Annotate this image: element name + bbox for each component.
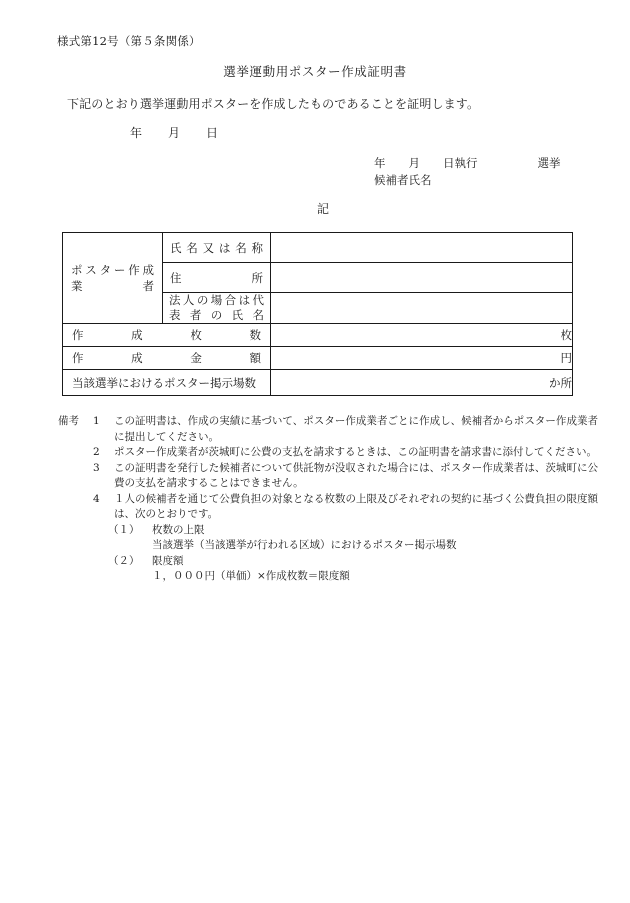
label-poster-board-count-text: 当該選挙におけるポスター掲示場数 bbox=[72, 375, 256, 390]
sublabel-address bbox=[163, 263, 271, 293]
sublabel-representative-line1: 法人の場合は代 bbox=[169, 293, 264, 307]
sublabel-address-text: 住 所 bbox=[170, 270, 263, 285]
notes-label: 備考 bbox=[58, 415, 79, 427]
note-subitem-1 bbox=[90, 523, 598, 539]
date-day-label: 日 bbox=[206, 126, 219, 140]
label-sheet-count-text: 作 成 枚 数 bbox=[72, 328, 261, 342]
election-execution-date-label: 年 月 日執行 bbox=[374, 156, 478, 170]
label-sheet-count bbox=[63, 324, 271, 347]
certificate-date-line bbox=[130, 124, 218, 141]
note-number-2: 2 bbox=[93, 446, 100, 458]
table-row bbox=[63, 233, 573, 263]
maker-header-label-line2: 業 者 bbox=[71, 279, 154, 293]
value-address[interactable] bbox=[271, 263, 573, 293]
maker-header-label-line1: ポスター作成 bbox=[71, 263, 154, 277]
election-label: 選挙 bbox=[537, 156, 561, 170]
date-month-label: 月 bbox=[168, 126, 181, 140]
form-number: 様式第12号（第５条関係） bbox=[57, 34, 201, 48]
note-number-4: 4 bbox=[93, 492, 100, 505]
poster-certificate-table bbox=[62, 232, 573, 396]
note-text-2: ポスター作成業者が茨城町に公費の支払を請求するときは、この証明書を請求書に添付してください。 bbox=[114, 446, 597, 458]
note-subitem-1-number: （１） bbox=[108, 523, 140, 536]
maker-header-label bbox=[63, 262, 162, 294]
table-row bbox=[63, 324, 573, 347]
note-subitem-2-detail: １，０００円（単価）×作成枚数＝限度額 bbox=[152, 570, 350, 582]
maker-header-cell bbox=[63, 233, 163, 324]
note-subitem-2-number: （２） bbox=[108, 554, 140, 567]
sublabel-name-text: 氏名又は名称 bbox=[170, 240, 263, 255]
label-amount-text: 作 成 金 額 bbox=[72, 351, 261, 365]
note-subitem-2 bbox=[90, 554, 598, 570]
label-poster-board-count bbox=[63, 370, 271, 396]
lead-statement: 下記のとおり選挙運動用ポスターを作成したものであることを証明します。 bbox=[67, 97, 480, 111]
candidate-name-label: 候補者氏名 bbox=[374, 173, 432, 187]
date-year-label: 年 bbox=[130, 126, 143, 140]
sublabel-representative-line2: 表者の氏名 bbox=[169, 308, 264, 322]
note-text-3: この証明書を発行した候補者について供託物が没収された場合には、ポスター作成業者は、茨城町に公費の支払を請求することはできません。 bbox=[114, 461, 598, 489]
table-row bbox=[63, 370, 573, 396]
election-date-row bbox=[374, 155, 561, 172]
label-amount bbox=[63, 347, 271, 370]
value-poster-board-count[interactable]: か所 bbox=[271, 370, 573, 396]
value-amount[interactable]: 円 bbox=[271, 347, 573, 370]
table-row bbox=[63, 347, 573, 370]
notes-body bbox=[90, 414, 598, 585]
sublabel-name bbox=[163, 233, 271, 263]
note-item-4 bbox=[90, 492, 598, 523]
note-item-3 bbox=[90, 461, 598, 492]
sublabel-representative bbox=[163, 293, 271, 324]
value-representative[interactable] bbox=[271, 293, 573, 324]
note-subitem-2-title: 限度額 bbox=[152, 554, 184, 567]
note-subitem-1-title: 枚数の上限 bbox=[152, 523, 205, 536]
note-item-2 bbox=[90, 445, 598, 461]
note-item-1 bbox=[90, 414, 598, 445]
value-name[interactable] bbox=[271, 233, 573, 263]
note-number-1: 1 bbox=[93, 415, 100, 427]
value-sheet-count[interactable]: 枚 bbox=[271, 324, 573, 347]
notes-section bbox=[58, 414, 598, 585]
note-number-3: 3 bbox=[93, 461, 100, 474]
note-text-1: この証明書は、作成の実績に基づいて、ポスター作成業者ごとに作成し、候補者からポスター作成業者に提出してください。 bbox=[114, 415, 598, 443]
issuer-block bbox=[374, 155, 561, 189]
ki-mark: 記 bbox=[316, 202, 329, 216]
document-title: 選挙運動用ポスター作成証明書 bbox=[223, 64, 407, 79]
note-text-4: １人の候補者を通じて公費負担の対象となる枚数の上限及びそれぞれの契約に基づく公費負担の限度額は、次のとおりです。 bbox=[114, 492, 598, 520]
note-subitem-1-detail: 当該選挙（当該選挙が行われる区域）におけるポスター掲示場数 bbox=[152, 539, 457, 551]
notes-row bbox=[58, 414, 598, 585]
